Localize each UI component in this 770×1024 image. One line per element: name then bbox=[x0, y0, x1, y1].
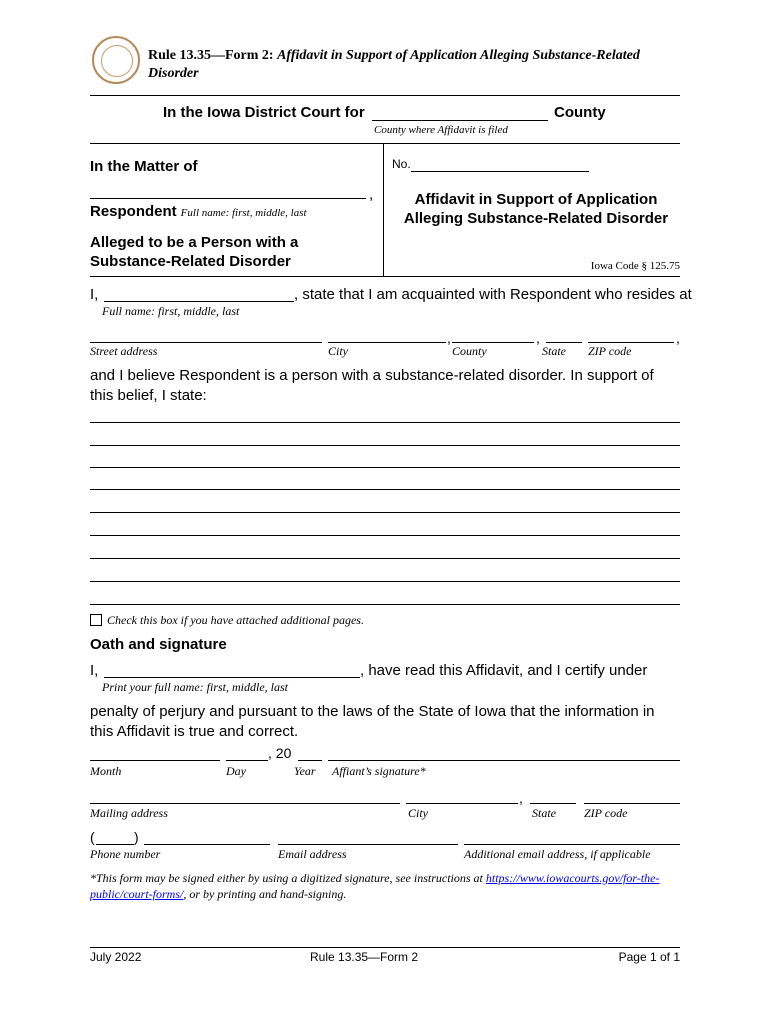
caption-bottom-border bbox=[90, 276, 680, 277]
comma-2: , bbox=[536, 330, 540, 346]
form-title-2: Alleging Substance-Related Disorder bbox=[403, 210, 669, 227]
signature-field[interactable] bbox=[328, 760, 680, 761]
county-field[interactable] bbox=[372, 120, 548, 121]
oath-i: I, bbox=[90, 662, 99, 679]
mail-state-field[interactable] bbox=[530, 803, 576, 804]
affiant-name-field[interactable] bbox=[104, 301, 294, 302]
alleged-label: Alleged to be a Person with a Substance-Related Disorder bbox=[90, 234, 299, 270]
statement-line[interactable] bbox=[90, 535, 680, 536]
header-title-2: Disorder bbox=[148, 66, 199, 81]
form-title-1: Affidavit in Support of Application bbox=[414, 191, 658, 208]
footer-divider bbox=[90, 947, 680, 948]
statement-line[interactable] bbox=[90, 512, 680, 513]
year-field[interactable] bbox=[298, 760, 322, 761]
case-number-field[interactable] bbox=[411, 171, 589, 172]
affiant-name-hint: Full name: first, middle, last bbox=[102, 304, 240, 318]
month-hint: Month bbox=[90, 764, 122, 778]
in-matter-label: In the Matter of bbox=[90, 158, 198, 175]
form-title bbox=[392, 190, 680, 228]
signature-hint: Affiant’s signature* bbox=[332, 764, 426, 778]
zip-field[interactable] bbox=[588, 342, 674, 343]
rule-prefix: Rule 13.35—Form 2: bbox=[148, 48, 274, 63]
mailing-field[interactable] bbox=[90, 803, 400, 804]
zip-hint: ZIP code bbox=[588, 344, 632, 358]
month-field[interactable] bbox=[90, 760, 220, 761]
county-hint: County where Affidavit is filed bbox=[374, 124, 508, 136]
respondent-name-field[interactable] bbox=[90, 198, 366, 199]
county-res-field[interactable] bbox=[452, 342, 534, 343]
phone-field[interactable] bbox=[144, 844, 270, 845]
belief-text: and I believe Respondent is a person with a substance-related disorder. In support of this belief, I state: bbox=[90, 367, 654, 404]
street-field[interactable] bbox=[90, 342, 322, 343]
court-prefix: In the Iowa District Court for bbox=[163, 104, 365, 121]
penalty-text: penalty of perjury and pursuant to the laws of the State of Iowa that the information in this Affidavit is true and correct. bbox=[90, 703, 655, 740]
year-hint: Year bbox=[294, 764, 316, 778]
divider bbox=[90, 95, 680, 96]
comma: , bbox=[369, 186, 374, 203]
caption-divider bbox=[383, 143, 384, 276]
email2-field[interactable] bbox=[464, 844, 680, 845]
email2-hint: Additional email address, if applicable bbox=[464, 847, 651, 861]
statement-line[interactable] bbox=[90, 489, 680, 490]
caption-top-border bbox=[90, 143, 680, 144]
comma-3: , bbox=[676, 330, 680, 346]
footer-date: July 2022 bbox=[90, 950, 142, 964]
mail-city-field[interactable] bbox=[406, 803, 518, 804]
statement-line[interactable] bbox=[90, 445, 680, 446]
day-field[interactable] bbox=[226, 760, 268, 761]
city-field[interactable] bbox=[328, 342, 446, 343]
phone-open: ( bbox=[90, 829, 95, 845]
statement-line[interactable] bbox=[90, 604, 680, 605]
comma-1: , bbox=[447, 330, 451, 346]
area-code-field[interactable] bbox=[96, 844, 134, 845]
street-hint: Street address bbox=[90, 344, 158, 358]
note-pre: *This form may be signed either by using a digitized signature, see instructions at bbox=[90, 871, 486, 885]
court-suffix: County bbox=[554, 104, 606, 121]
respondent-hint: Full name: first, middle, last bbox=[180, 207, 307, 219]
court-forms-link[interactable]: https://www.iowacourts.gov/for-the-public/court-forms/ bbox=[90, 871, 660, 901]
phone-close: ) bbox=[134, 829, 139, 845]
statement-line[interactable] bbox=[90, 558, 680, 559]
signature-note bbox=[90, 870, 675, 902]
no-label: No. bbox=[392, 157, 411, 171]
email-hint: Email address bbox=[278, 847, 347, 861]
form-header bbox=[148, 47, 678, 83]
city-hint: City bbox=[328, 344, 348, 358]
mail-zip-field[interactable] bbox=[584, 803, 680, 804]
header-title-1: Affidavit in Support of Application Alleging Substance-Related bbox=[277, 48, 640, 63]
statement-line[interactable] bbox=[90, 581, 680, 582]
day-hint: Day bbox=[226, 764, 246, 778]
mail-city-hint: City bbox=[408, 806, 428, 820]
state-hint: State bbox=[542, 344, 566, 358]
iowa-courts-seal-logo bbox=[92, 36, 140, 84]
footer-page: Page 1 of 1 bbox=[618, 950, 680, 964]
email-field[interactable] bbox=[278, 844, 458, 845]
print-name-field[interactable] bbox=[104, 677, 360, 678]
note-post: , or by printing and hand-signing. bbox=[183, 887, 347, 901]
phone-hint: Phone number bbox=[90, 847, 161, 861]
additional-pages-checkbox[interactable] bbox=[90, 614, 102, 626]
mailing-hint: Mailing address bbox=[90, 806, 168, 820]
statement-text: , state that I am acquainted with Respondent who resides at bbox=[294, 286, 692, 303]
checkbox-label: Check this box if you have attached additional pages. bbox=[107, 613, 364, 627]
county-res-hint: County bbox=[452, 344, 487, 358]
comma-4: , bbox=[519, 790, 523, 806]
state-field[interactable] bbox=[546, 342, 582, 343]
statement-line[interactable] bbox=[90, 422, 680, 423]
statement-i: I, bbox=[90, 286, 99, 303]
statement-line[interactable] bbox=[90, 467, 680, 468]
oath-heading: Oath and signature bbox=[90, 636, 227, 653]
iowa-code: Iowa Code § 125.75 bbox=[590, 260, 680, 272]
mail-state-hint: State bbox=[532, 806, 556, 820]
respondent-label: Respondent bbox=[90, 203, 177, 220]
oath-text: , have read this Affidavit, and I certify under bbox=[360, 662, 648, 679]
footer-form: Rule 13.35—Form 2 bbox=[310, 950, 419, 964]
print-name-hint: Print your full name: first, middle, last bbox=[102, 680, 288, 694]
respondent-row bbox=[90, 203, 307, 221]
year-prefix: , 20 bbox=[268, 745, 292, 761]
mail-zip-hint: ZIP code bbox=[584, 806, 628, 820]
